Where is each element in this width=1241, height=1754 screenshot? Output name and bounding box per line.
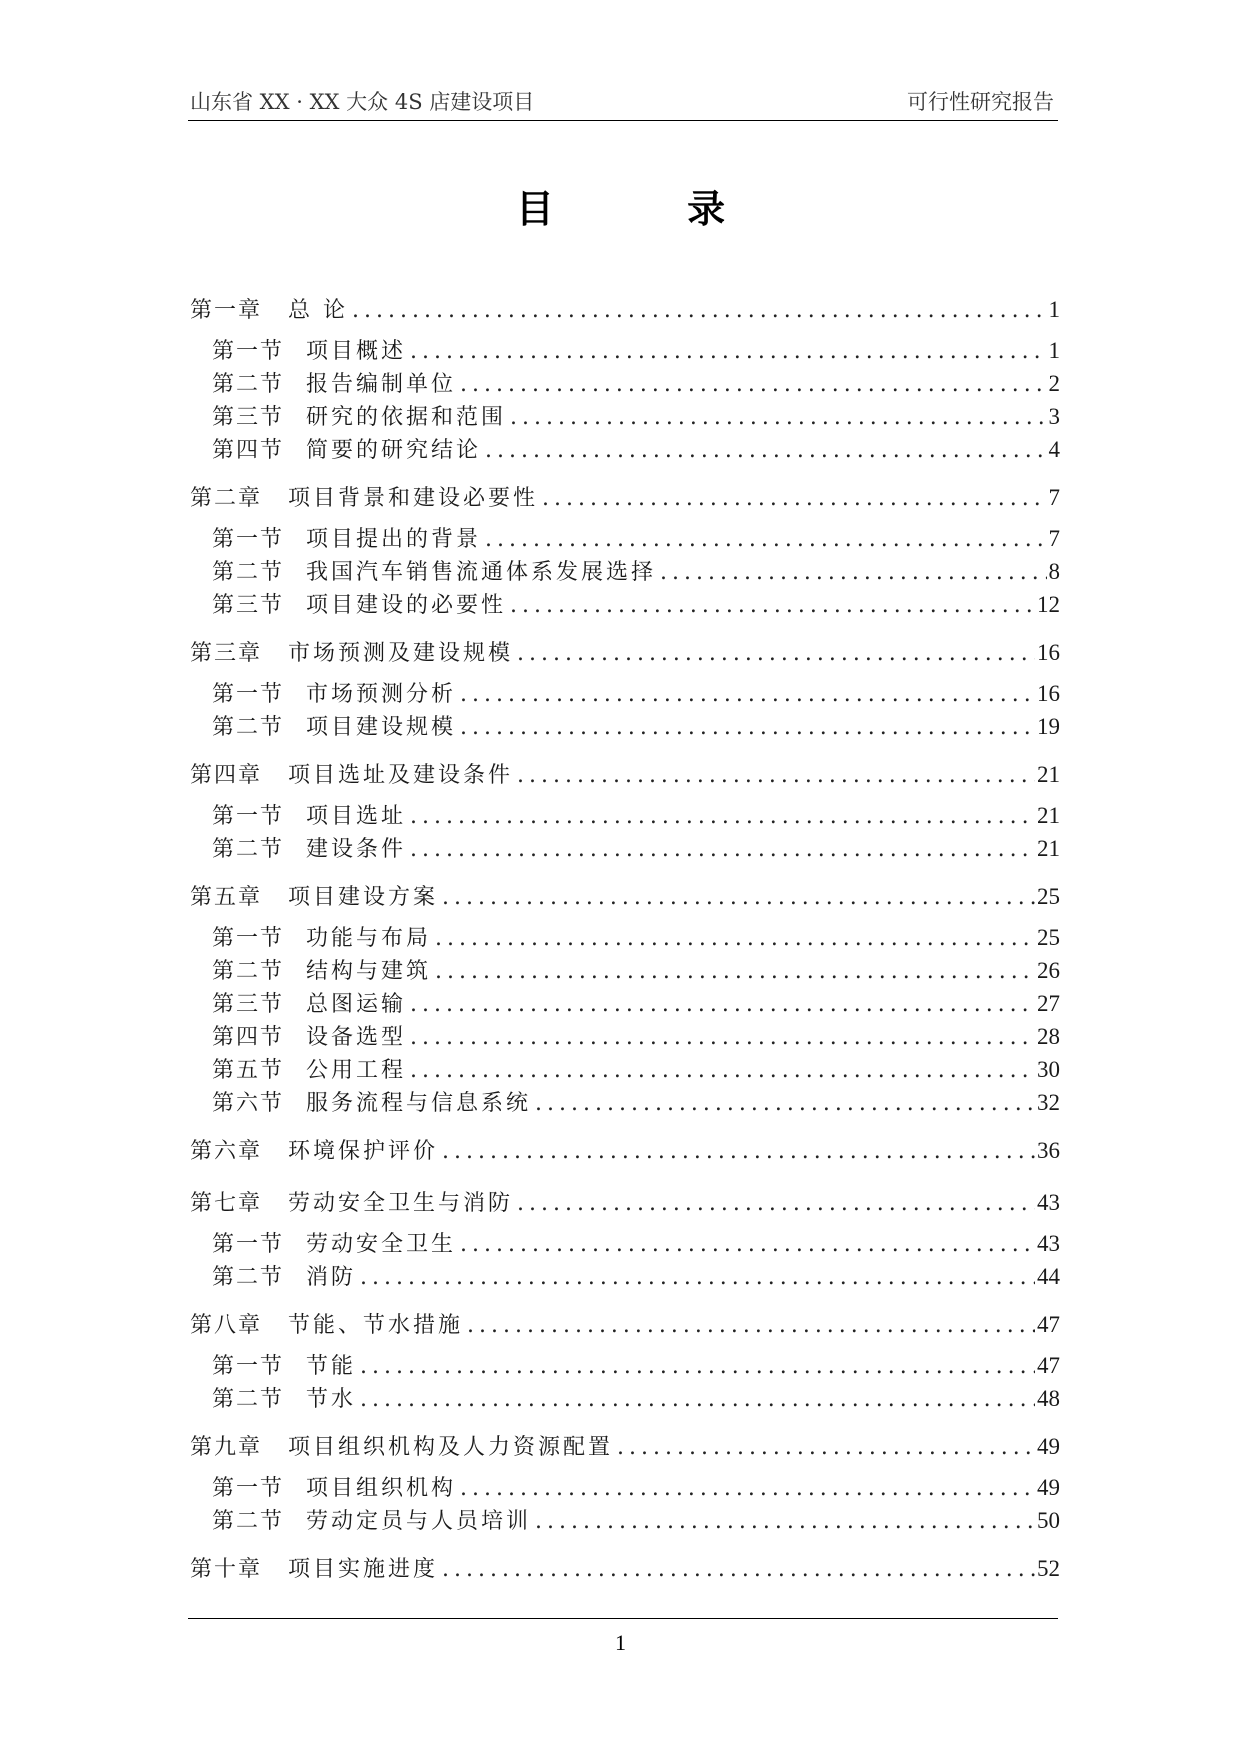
- section-title: 项目选址: [306, 804, 407, 829]
- page-number: 1: [615, 1630, 626, 1655]
- footer-divider: [188, 1618, 1058, 1619]
- chapter-page-number: 21: [1037, 762, 1060, 787]
- section-title: 劳动安全卫生: [306, 1232, 457, 1257]
- dot-leader: [442, 1132, 1035, 1172]
- chapter-number: 第一章: [190, 298, 263, 323]
- section-number: 第四节: [212, 1025, 285, 1050]
- section-title: 项目建设规模: [306, 715, 457, 740]
- dot-leader: [435, 955, 1035, 988]
- section-number: 第二节: [212, 1265, 285, 1290]
- chapter-entry[interactable]: [190, 478, 1060, 518]
- dot-leader: [517, 1184, 1035, 1224]
- chapter-entry[interactable]: [190, 1549, 1060, 1589]
- section-title: 结构与建筑: [306, 959, 432, 984]
- section-title: 建设条件: [306, 837, 407, 862]
- dot-leader: [485, 434, 1046, 467]
- chapter-page-number: 1: [1048, 297, 1060, 322]
- section-entry[interactable]: [190, 832, 1060, 865]
- chapter-number: 第四章: [190, 763, 263, 788]
- section-page-number: 49: [1037, 1475, 1060, 1500]
- dot-leader: [460, 1228, 1035, 1261]
- section-page-number: 12: [1037, 592, 1060, 617]
- section-page-number: 21: [1037, 836, 1060, 861]
- dot-leader: [360, 1261, 1035, 1294]
- section-entry[interactable]: [190, 555, 1060, 588]
- chapter-page-number: 7: [1048, 485, 1060, 510]
- section-title: 市场预测分析: [306, 682, 457, 707]
- toc-chapter: [190, 1183, 1060, 1293]
- section-entry[interactable]: [190, 334, 1060, 367]
- chapter-number: 第二章: [190, 486, 263, 511]
- table-of-contents: [190, 290, 1060, 1593]
- section-number: 第一节: [212, 1354, 285, 1379]
- chapter-title: 劳动安全卫生与消防: [288, 1191, 514, 1216]
- dot-leader: [442, 1550, 1035, 1590]
- chapter-title: 项目背景和建设必要性: [288, 486, 539, 511]
- chapter-number: 第十章: [190, 1557, 263, 1582]
- toc-chapter: [190, 290, 1060, 466]
- section-title: 研究的依据和范围: [306, 405, 507, 430]
- section-title: 项目建设的必要性: [306, 593, 507, 618]
- section-page-number: 48: [1037, 1386, 1060, 1411]
- section-number: 第三节: [212, 405, 285, 430]
- section-title: 服务流程与信息系统: [306, 1091, 532, 1116]
- section-page-number: 16: [1037, 681, 1060, 706]
- toc-chapter: [190, 877, 1060, 1119]
- section-number: 第一节: [212, 339, 285, 364]
- toc-chapter: [190, 633, 1060, 743]
- chapter-number: 第五章: [190, 885, 263, 910]
- dot-leader: [660, 556, 1046, 589]
- section-page-number: 28: [1037, 1024, 1060, 1049]
- dot-leader: [535, 1505, 1035, 1538]
- section-page-number: 8: [1048, 559, 1060, 584]
- section-number: 第一节: [212, 1232, 285, 1257]
- chapter-entry[interactable]: [190, 1183, 1060, 1223]
- chapter-title: 节能、节水措施: [288, 1313, 464, 1338]
- section-entry[interactable]: [190, 1382, 1060, 1415]
- toc-chapter: [190, 478, 1060, 621]
- dot-leader: [410, 335, 1046, 368]
- section-entry[interactable]: [190, 710, 1060, 743]
- section-page-number: 26: [1037, 958, 1060, 983]
- section-number: 第一节: [212, 926, 285, 951]
- section-entry[interactable]: [190, 400, 1060, 433]
- dot-leader: [360, 1383, 1035, 1416]
- section-page-number: 44: [1037, 1264, 1060, 1289]
- chapter-page-number: 47: [1037, 1312, 1060, 1337]
- section-number: 第一节: [212, 682, 285, 707]
- section-title: 项目提出的背景: [306, 527, 482, 552]
- section-page-number: 32: [1037, 1090, 1060, 1115]
- section-page-number: 47: [1037, 1353, 1060, 1378]
- dot-leader: [542, 479, 1046, 519]
- dot-leader: [535, 1087, 1035, 1120]
- section-entry[interactable]: [190, 588, 1060, 621]
- dot-leader: [410, 1054, 1035, 1087]
- section-title: 公用工程: [306, 1058, 407, 1083]
- section-number: 第六节: [212, 1091, 285, 1116]
- chapter-entry[interactable]: [190, 290, 1060, 330]
- section-entry[interactable]: [190, 1020, 1060, 1053]
- chapter-page-number: 49: [1037, 1434, 1060, 1459]
- section-title: 报告编制单位: [306, 372, 457, 397]
- section-page-number: 3: [1048, 404, 1060, 429]
- section-title: 我国汽车销售流通体系发展选择: [306, 560, 657, 585]
- section-number: 第二节: [212, 1509, 285, 1534]
- chapter-number: 第八章: [190, 1313, 263, 1338]
- section-page-number: 30: [1037, 1057, 1060, 1082]
- dot-leader: [410, 988, 1035, 1021]
- dot-leader: [460, 711, 1035, 744]
- section-page-number: 1: [1048, 338, 1060, 363]
- toc-chapter: [190, 1305, 1060, 1415]
- section-entry[interactable]: [190, 799, 1060, 832]
- section-title: 项目组织机构: [306, 1476, 457, 1501]
- chapter-entry[interactable]: [190, 633, 1060, 673]
- section-entry[interactable]: [190, 1471, 1060, 1504]
- chapter-page-number: 43: [1037, 1190, 1060, 1215]
- section-title: 节能: [306, 1354, 357, 1379]
- section-entry[interactable]: [190, 1053, 1060, 1086]
- section-entry[interactable]: [190, 987, 1060, 1020]
- section-entry[interactable]: [190, 1504, 1060, 1537]
- dot-leader: [517, 756, 1035, 796]
- chapter-title: 项目实施进度: [288, 1557, 439, 1582]
- section-entry[interactable]: [190, 921, 1060, 954]
- chapter-title: 总 论: [288, 298, 348, 323]
- dot-leader: [485, 523, 1046, 556]
- dot-leader: [410, 833, 1035, 866]
- section-number: 第二节: [212, 1387, 285, 1412]
- chapter-title: 环境保护评价: [288, 1139, 439, 1164]
- section-title: 项目概述: [306, 339, 407, 364]
- section-title: 功能与布局: [306, 926, 432, 951]
- dot-leader: [442, 878, 1035, 918]
- section-page-number: 25: [1037, 925, 1060, 950]
- section-title: 设备选型: [306, 1025, 407, 1050]
- chapter-entry[interactable]: [190, 755, 1060, 795]
- section-number: 第二节: [212, 560, 285, 585]
- chapter-title: 项目选址及建设条件: [288, 763, 514, 788]
- section-title: 简要的研究结论: [306, 438, 482, 463]
- section-entry[interactable]: [190, 677, 1060, 710]
- dot-leader: [360, 1350, 1035, 1383]
- chapter-page-number: 16: [1037, 640, 1060, 665]
- section-number: 第一节: [212, 527, 285, 552]
- section-page-number: 2: [1048, 371, 1060, 396]
- section-number: 第三节: [212, 593, 285, 618]
- section-title: 劳动定员与人员培训: [306, 1509, 532, 1534]
- chapter-page-number: 52: [1037, 1556, 1060, 1581]
- section-number: 第二节: [212, 837, 285, 862]
- dot-leader: [617, 1428, 1035, 1468]
- section-number: 第五节: [212, 1058, 285, 1083]
- section-entry[interactable]: [190, 1260, 1060, 1293]
- section-number: 第二节: [212, 372, 285, 397]
- chapter-number: 第三章: [190, 641, 263, 666]
- section-number: 第三节: [212, 992, 285, 1017]
- section-entry[interactable]: [190, 1349, 1060, 1382]
- chapter-entry[interactable]: [190, 877, 1060, 917]
- section-title: 消防: [306, 1265, 357, 1290]
- dot-leader: [460, 1472, 1035, 1505]
- chapter-entry[interactable]: [190, 1305, 1060, 1345]
- section-title: 节水: [306, 1387, 357, 1412]
- section-entry[interactable]: [190, 367, 1060, 400]
- chapter-entry[interactable]: [190, 1131, 1060, 1171]
- section-number: 第二节: [212, 959, 285, 984]
- chapter-number: 第七章: [190, 1191, 263, 1216]
- section-entry[interactable]: [190, 1086, 1060, 1119]
- chapter-page-number: 25: [1037, 884, 1060, 909]
- section-page-number: 19: [1037, 714, 1060, 739]
- chapter-entry[interactable]: [190, 1427, 1060, 1467]
- header-project-title: 山东省 XX · XX 大众 4S 店建设项目: [190, 90, 535, 114]
- toc-title: 目 录: [515, 186, 786, 231]
- dot-leader: [435, 922, 1035, 955]
- dot-leader: [460, 368, 1046, 401]
- chapter-number: 第九章: [190, 1435, 263, 1460]
- section-number: 第四节: [212, 438, 285, 463]
- section-page-number: 50: [1037, 1508, 1060, 1533]
- section-entry[interactable]: [190, 433, 1060, 466]
- section-number: 第一节: [212, 1476, 285, 1501]
- toc-chapter: [190, 1549, 1060, 1589]
- section-page-number: 4: [1048, 437, 1060, 462]
- toc-chapter: [190, 1131, 1060, 1171]
- header-report-type: 可行性研究报告: [907, 90, 1054, 114]
- chapter-title: 项目组织机构及人力资源配置: [288, 1435, 614, 1460]
- section-entry[interactable]: [190, 954, 1060, 987]
- dot-leader: [410, 1021, 1035, 1054]
- section-page-number: 7: [1048, 526, 1060, 551]
- section-number: 第一节: [212, 804, 285, 829]
- dot-leader: [467, 1306, 1035, 1346]
- chapter-number: 第六章: [190, 1139, 263, 1164]
- page-header: [188, 86, 1058, 121]
- toc-chapter: [190, 755, 1060, 865]
- chapter-title: 项目建设方案: [288, 885, 439, 910]
- section-title: 总图运输: [306, 992, 407, 1017]
- section-number: 第二节: [212, 715, 285, 740]
- dot-leader: [510, 401, 1046, 434]
- section-page-number: 27: [1037, 991, 1060, 1016]
- dot-leader: [460, 678, 1035, 711]
- chapter-title: 市场预测及建设规模: [288, 641, 514, 666]
- section-entry[interactable]: [190, 522, 1060, 555]
- dot-leader: [510, 589, 1035, 622]
- dot-leader: [352, 291, 1047, 331]
- section-entry[interactable]: [190, 1227, 1060, 1260]
- dot-leader: [517, 634, 1035, 674]
- section-page-number: 43: [1037, 1231, 1060, 1256]
- section-page-number: 21: [1037, 803, 1060, 828]
- dot-leader: [410, 800, 1035, 833]
- toc-chapter: [190, 1427, 1060, 1537]
- chapter-page-number: 36: [1037, 1138, 1060, 1163]
